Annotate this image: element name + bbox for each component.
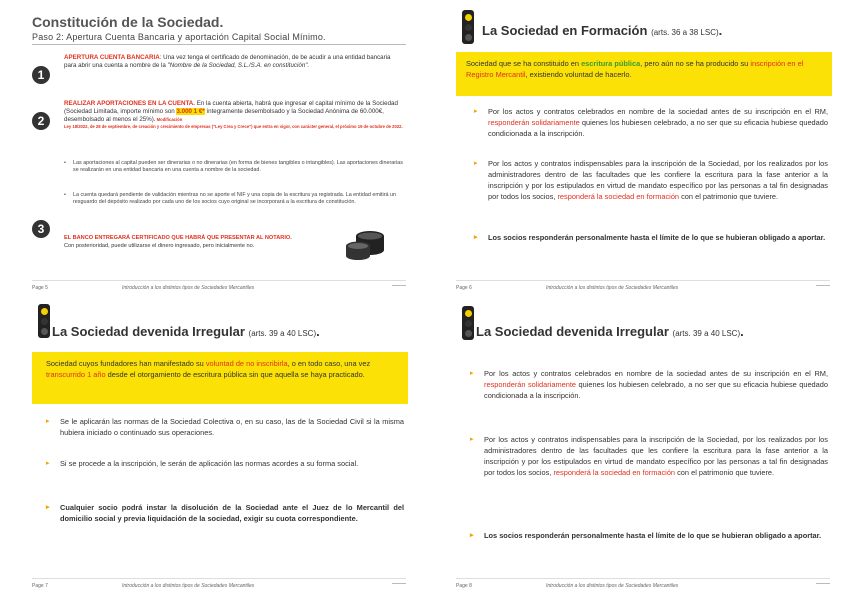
step-number-2: 2 (32, 112, 50, 130)
list-item: ▸ Por los actos y contratos indispensables para la inscripción de la Sociedad, por los realizados por los administradores dentro de las facultades que les confiere la escritura para la fase anterior a la inscripción y por los estipulados en virtud de mandato específico por las personas a tal fin designadas por todos los socios, responderá la sociedad en formación con el patrimonio que tuviere. (468, 434, 828, 478)
slide-page-6 (440, 6, 840, 294)
definition-box: Sociedad cuyos fundadores han manifestado su voluntad de no inscribirla, o en todo caso, una vez transcurrido 1 año desde el otorgamiento de escritura pública sin que aquella se haya practicado. (32, 352, 408, 404)
list-item: • Las aportaciones al capital pueden ser dinerarias o no dinerarias (en forma de bienes tangibles o intangibles). Las aportaciones dinerarias se realizarán en una entidad bancaria en una cuenta a nombre de la sociedad. (64, 160, 404, 174)
page-footer: Page 8 Introducción a los distintos tipos de Sociedades Mercantiles (456, 578, 830, 592)
step-1-text: APERTURA CUENTA BANCARIA: Una vez tenga el certificado de denominación, de be acudir a una entidad bancaria para abrir una cuenta a nombre de la "Nombre de la Sociedad, S.L./S.A. en constitución". (64, 54, 391, 69)
page-footer: Page 6 Introducción a los distintos tipos de Sociedades Mercantiles (456, 280, 830, 294)
slide-page-8 (440, 304, 840, 592)
traffic-light-icon (462, 306, 474, 340)
list-item: ▸ Se le aplicarán las normas de la Sociedad Colectiva o, en su caso, las de la Sociedad Civil si la misma hubiera iniciado o continuado sus operaciones. (44, 416, 404, 438)
list-item: ▸ Por los actos y contratos indispensables para la inscripción de la Sociedad, por los realizados por los administradores dentro de las facultades que les confiere la escritura para la fase anterior a la inscripción y por los estipulados en virtud de mandato específico por las personas a tal fin designadas por todos los socios, responderá la sociedad en formación con el patrimonio que tuviere. (472, 158, 828, 202)
page-title: La Sociedad devenida Irregular (arts. 39 a 40 LSC). (52, 324, 320, 339)
step-2-text: REALIZAR APORTACIONES EN LA CUENTA. En la cuenta abierta, habrá que ingresar el capital mínimo de la Sociedad (Sociedad Limitada, importe mínimo son 3.000 1 €* íntegramente desembolsado y la Sociedad Anónima de 60.000€, desembolsado al menos el 25%). Modificación Ley 18/2022, de 28 de septiembre, de creación y crecimiento de empresas ("Ley Crea y Crece") que entra en vigor, con carácter general, el próximo 19 de octubre de 2022. (64, 100, 403, 129)
list-item: ▸ Cualquier socio podrá instar la disolución de la Sociedad ante el Juez de lo Mercantil del domicilio social y previa liquidación de la sociedad, exigir su cuota correspondiente. (44, 502, 404, 524)
list-item: • La cuenta quedará pendiente de validación mientras no se aporte el NIF y una copia de la escritura ya registrada. La entidad emitirá un resguardo del depósito realizado por cada uno de los socios cuyo original se incorporará a la escritura de constitución. (64, 192, 404, 206)
list-item: ▸ Por los actos y contratos celebrados en nombre de la sociedad antes de su inscripción en el RM, responderán solidariamente quienes los hubiesen celebrado, a no ser que su eficacia hubiese quedado condicionada a la inscripción. (472, 106, 828, 139)
list-item: ▸ Por los actos y contratos celebrados en nombre de la sociedad antes de su inscripción en el RM, responderán solidariamente quienes los hubiesen celebrado, a no ser que su eficacia hubiese quedado condicionada a la inscripción. (468, 368, 828, 401)
step-number-3: 3 (32, 220, 50, 238)
list-item: ▸ Los socios responderán personalmente hasta el límite de lo que se hubieran obligado a aportar. (472, 232, 828, 243)
list-item: ▸ Si se procede a la inscripción, le serán de aplicación las normas acordes a su forma social. (44, 458, 404, 469)
step-number-1: 1 (32, 66, 50, 84)
definition-box: Sociedad que se ha constituido en escritura pública, pero aún no se ha producido su inscripción en el Registro Mercantil, existiendo voluntad de hacerlo. (456, 52, 832, 96)
page-title: La Sociedad devenida Irregular (arts. 39 a 40 LSC). (476, 324, 744, 339)
title-divider (32, 44, 406, 45)
slide-page-5 (16, 6, 416, 294)
page-footer: Page 7 Introducción a los distintos tipos de Sociedades Mercantiles (32, 578, 406, 592)
page-title: La Sociedad en Formación (arts. 36 a 38 LSC). (482, 23, 723, 38)
page-footer: Page 5 Introducción a los distintos tipos de Sociedades Mercantiles (32, 280, 406, 294)
traffic-light-icon (38, 304, 50, 338)
page-subtitle: Paso 2: Apertura Cuenta Bancaria y aportación Capital Social Mínimo. (32, 32, 326, 42)
step-3-text: EL BANCO ENTREGARÁ CERTIFICADO QUE HABRÁ QUE PRESENTAR AL NOTARIO. Con posterioridad, puede utilizarse el dinero ingresado, pero inicialmente no. (64, 235, 292, 249)
coins-icon (344, 226, 386, 260)
traffic-light-icon (462, 10, 474, 44)
slide-page-7 (16, 304, 416, 592)
page-title: Constitución de la Sociedad. (32, 14, 224, 30)
list-item: ▸ Los socios responderán personalmente hasta el límite de lo que se hubieran obligado a aportar. (468, 530, 828, 541)
